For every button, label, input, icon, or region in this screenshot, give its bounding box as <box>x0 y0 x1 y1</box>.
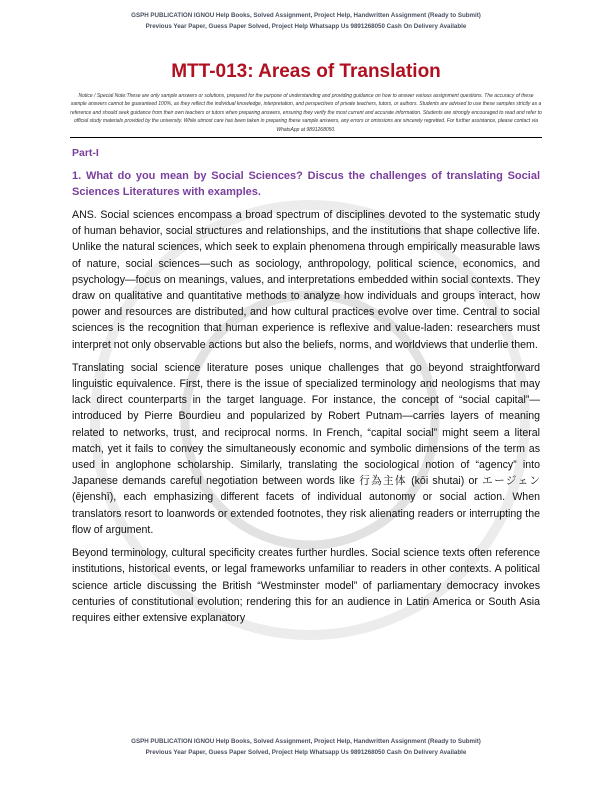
part-label: Part-I <box>72 147 99 160</box>
notice-text: Notice / Special Note:These are only sample answers or solutions, prepared for the purpose of understanding and providing guidance on how to answer various assignment questions. The accuracy of these sample answers cannot be guaranteed 100%, as they reflect the individual knowledge, interpretation, and perspectives of private teachers, tutors, or authors. Students are advised to use these samples strictly as a reference and should seek guidance from their own teachers or tutors when preparing answers, ensuring they verify the most current and accurate information. Students are strongly encouraged to read and refer to official study materials provided by the university. While utmost care has been taken in preparing these sample answers, any errors or omissions are sincerely regretted. For further assistance, please contact via WhatsApp at 9891268050. <box>70 93 542 133</box>
footer-line-2: Previous Year Paper, Guess Paper Solved, Project Help Whatsapp Us 9891268050 Cash On Delivery Available <box>145 749 467 756</box>
answer-paragraph: ANS. Social sciences encompass a broad spectrum of disciplines devoted to the systematic study of human behavior, social structures and relationships, and the institutions that shape collective life. Unlike the natural sciences, which seek to explain phenomena through empirically measurable laws of nature, social sciences—such as sociology, anthropology, political science, economics, and psychology—focus on meanings, values, and interpretations embedded within social contexts. They draw on qualitative and quantitative methods to analyze how individuals and groups interact, how power and resources are distributed, and how cultural practices evolve over time. Central to social sciences is the recognition that human experience is reflexive and value-laden: researchers must interpret not only observable actions but also the beliefs, norms, and worldviews that underlie them. <box>72 209 540 351</box>
document-title: MTT-013: Areas of Translation <box>171 61 441 82</box>
question-heading: 1. What do you mean by Social Sciences? Discus the challenges of translating Social Sciences Literatures with examples. <box>72 170 540 199</box>
header-line-1: GSPH PUBLICATION IGNOU Help Books, Solved Assignment, Project Help, Handwritten Assignment (Ready to Submit) <box>131 12 481 19</box>
footer-line-1: GSPH PUBLICATION IGNOU Help Books, Solved Assignment, Project Help, Handwritten Assignment (Ready to Submit) <box>131 738 481 745</box>
divider <box>70 137 542 138</box>
page-footer <box>0 736 612 758</box>
content-area <box>72 146 540 626</box>
answer-paragraph: Translating social science literature poses unique challenges that go beyond straightforward linguistic equivalence. First, there is the issue of specialized terminology and neologisms that may lack direct counterparts in the target language. For instance, the concept of “social capital”—introduced by Pierre Bourdieu and popularized by Robert Putnam—carries layers of meaning related to networks, trust, and reciprocal norms. In French, “capital social” might seem a literal match, yet it fails to convey the simultaneously economic and symbolic dimensions of the term as used in anglophone scholarship. Similarly, translating the sociological notion of “agency” into Japanese demands careful negotiation between words like 行為主体 (kōi shutai) or エージェン (ējenshī), each emphasizing different facets of individual autonomy or social action. When translators resort to loanwords or extended footnotes, they risk alienating readers or interrupting the flow of argument. <box>72 361 540 536</box>
answer-paragraph: Beyond terminology, cultural specificity creates further hurdles. Social science texts often reference institutions, historical events, or legal frameworks unfamiliar to readers in other contexts. A political science article discussing the British “Westminster model” of parliamentary democracy invokes centuries of constitutional evolution; rendering this for an audience in Latin America or South Asia requires either extensive explanatory <box>72 547 540 624</box>
page-header <box>0 10 612 32</box>
header-line-2: Previous Year Paper, Guess Paper Solved, Project Help Whatsapp Us 9891268050 Cash On Delivery Available <box>145 23 467 30</box>
